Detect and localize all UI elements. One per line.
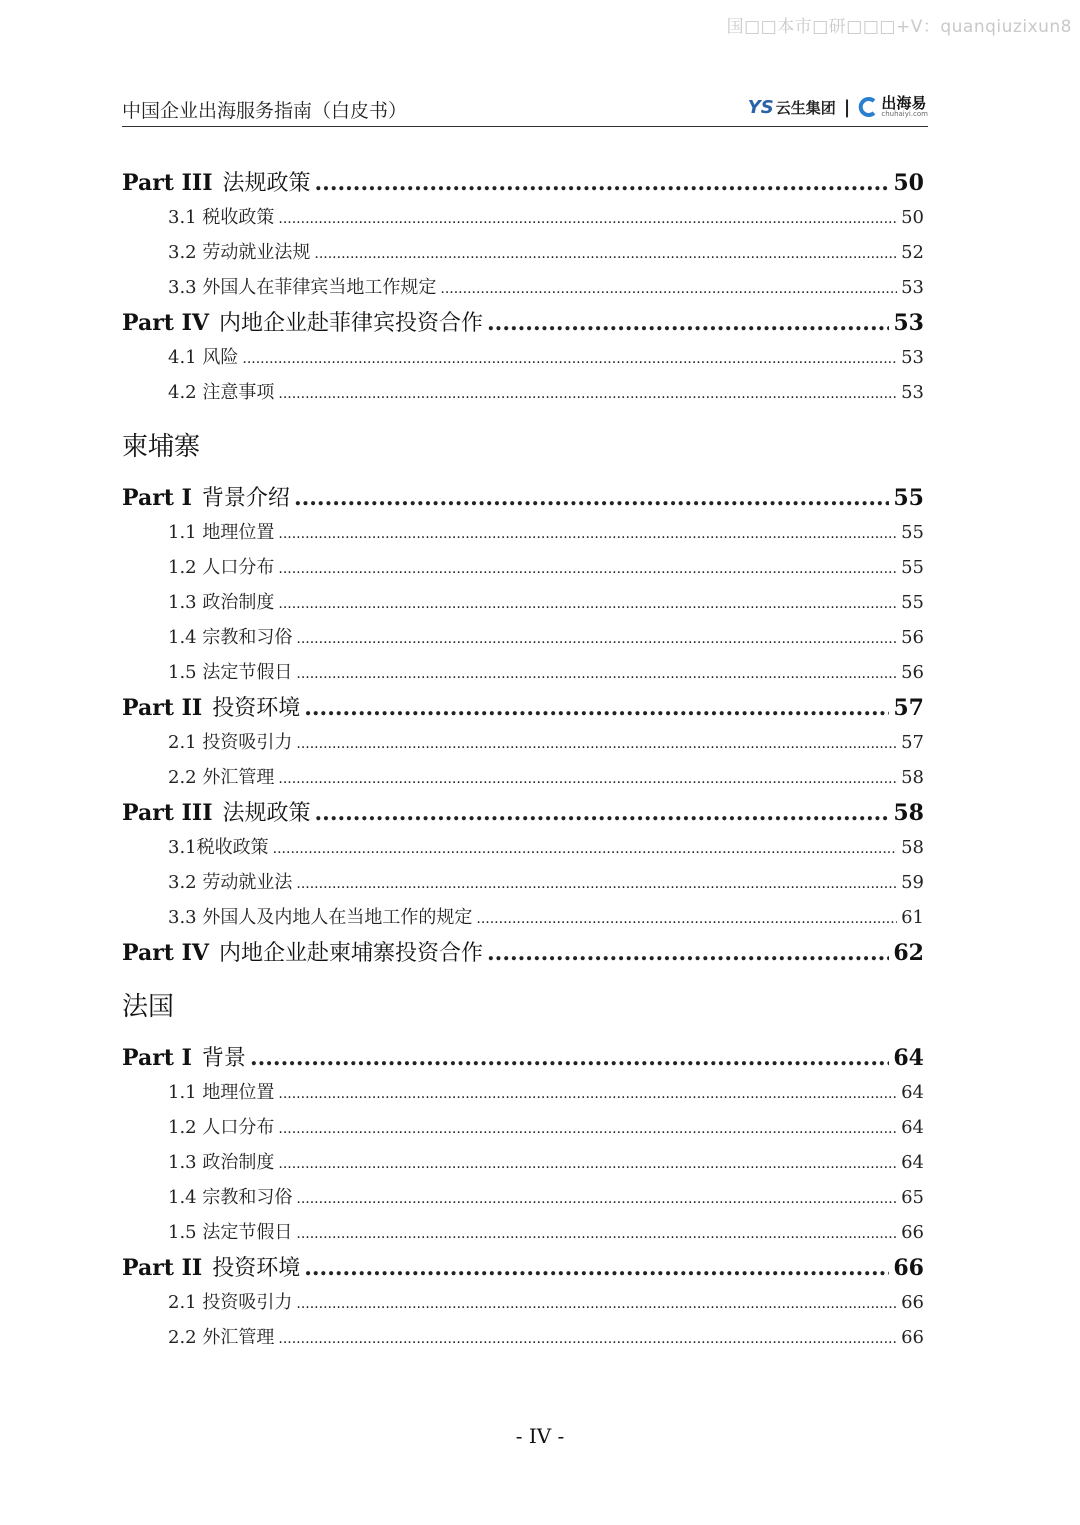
chuhaiyi-url: chuhaiyi.com	[881, 110, 928, 118]
part-label: Part II	[122, 695, 203, 721]
section-title: 税收政策	[202, 207, 275, 228]
page-number: 50	[893, 170, 924, 196]
leader-dots	[278, 386, 897, 402]
toc-section-entry[interactable]	[168, 518, 924, 544]
leader-dots	[296, 666, 897, 682]
toc-part-entry[interactable]	[122, 1041, 924, 1072]
page-number: 66	[893, 1255, 924, 1281]
section-number: 3.3	[168, 907, 197, 928]
leader-dots	[315, 170, 890, 196]
section-number: 1.2	[168, 1117, 197, 1138]
section-title: 法定节假日	[202, 1222, 293, 1243]
section-number: 1.3	[168, 592, 197, 613]
leader-dots	[296, 736, 897, 752]
section-title: 外国人在菲律宾当地工作规定	[202, 277, 437, 298]
leader-dots	[314, 246, 897, 262]
toc-part-entry[interactable]	[122, 691, 924, 722]
leader-dots	[296, 1191, 897, 1207]
part-label: Part I	[122, 485, 192, 511]
leader-dots	[278, 561, 897, 577]
section-title: 人口分布	[202, 1117, 275, 1138]
leader-dots	[278, 1331, 897, 1347]
part-title: 投资环境	[212, 1256, 301, 1281]
watermark: 国□□本市□研□□□+V：quanqiuzixun8	[726, 17, 1072, 37]
section-number: 3.2	[168, 872, 197, 893]
leader-dots	[296, 1226, 897, 1242]
section-title: 劳动就业法规	[202, 242, 311, 263]
section-title: 外汇管理	[202, 767, 275, 788]
page-number: 61	[901, 907, 924, 928]
section-title: 宗教和习俗	[202, 627, 293, 648]
section-number: 3.3	[168, 277, 197, 298]
leader-dots	[278, 526, 897, 542]
page-number: 58	[901, 837, 924, 858]
toc-section-entry[interactable]	[168, 763, 924, 789]
section-title: 注意事项	[202, 382, 275, 403]
section-title: 投资吸引力	[202, 1292, 293, 1313]
section-title: 税收政策	[196, 837, 269, 858]
section-title: 风险	[202, 347, 239, 368]
leader-dots	[296, 1296, 897, 1312]
leader-dots	[242, 351, 897, 367]
page-number: 56	[901, 627, 924, 648]
toc-part-entry[interactable]	[122, 936, 924, 967]
page-number: 66	[901, 1327, 924, 1348]
toc-section-entry[interactable]	[168, 203, 924, 229]
page-number: 58	[893, 800, 924, 826]
country-heading: 柬埔寨	[122, 432, 201, 462]
leader-dots	[278, 1121, 897, 1137]
toc-section-entry[interactable]	[168, 273, 924, 299]
page-number: 64	[901, 1082, 924, 1103]
page-number: 53	[901, 277, 924, 298]
toc-section-entry[interactable]	[168, 833, 924, 859]
page-number: 59	[901, 872, 924, 893]
page-number: 53	[901, 347, 924, 368]
section-title: 投资吸引力	[202, 732, 293, 753]
toc-section-entry[interactable]	[168, 728, 924, 754]
header-logos	[748, 96, 928, 118]
section-number: 1.4	[168, 627, 197, 648]
leader-dots	[296, 631, 897, 647]
leader-dots	[304, 1255, 889, 1281]
chuhaiyi-logo	[858, 96, 928, 118]
leader-dots	[304, 695, 889, 721]
part-title: 投资环境	[212, 696, 301, 721]
section-number: 3.1	[168, 207, 197, 228]
leader-dots	[278, 771, 897, 787]
part-label: Part IV	[122, 310, 209, 336]
page-number: 66	[901, 1292, 924, 1313]
ys-logo-mark: YS	[747, 96, 774, 118]
part-title: 内地企业赴柬埔寨投资合作	[218, 941, 483, 966]
page-number: 66	[901, 1222, 924, 1243]
page-number: 55	[901, 557, 924, 578]
section-title: 地理位置	[202, 1082, 275, 1103]
leader-dots	[278, 211, 897, 227]
section-number: 4.1	[168, 347, 197, 368]
country-heading: 法国	[122, 992, 175, 1022]
toc-section-entry[interactable]	[168, 378, 924, 404]
section-number: 3.2	[168, 242, 197, 263]
section-number: 1.5	[168, 662, 197, 683]
section-number: 1.5	[168, 1222, 197, 1243]
part-label: Part II	[122, 1255, 203, 1281]
section-number: 1.4	[168, 1187, 197, 1208]
page-number: 64	[901, 1117, 924, 1138]
part-title: 法规政策	[222, 801, 311, 826]
leader-dots	[250, 1045, 889, 1071]
toc-section-entry[interactable]	[168, 1218, 924, 1244]
toc-part-entry[interactable]	[122, 166, 924, 197]
page-number: 55	[893, 485, 924, 511]
toc-section-entry[interactable]	[168, 1148, 924, 1174]
ys-logo-name: 云生集团	[775, 98, 836, 117]
logo-separator: |	[843, 96, 851, 118]
toc-section-entry[interactable]	[168, 1288, 924, 1314]
toc-section-entry[interactable]	[168, 238, 924, 264]
section-number: 4.2	[168, 382, 197, 403]
page-number: 52	[901, 242, 924, 263]
section-title: 政治制度	[202, 1152, 275, 1173]
page-number: 53	[893, 310, 924, 336]
leader-dots	[278, 596, 897, 612]
toc-section-entry[interactable]	[168, 553, 924, 579]
page-number: 64	[901, 1152, 924, 1173]
leader-dots	[296, 876, 897, 892]
toc-part-entry[interactable]	[122, 1251, 924, 1282]
section-title: 外国人及内地人在当地工作的规定	[202, 907, 473, 928]
page-number: 64	[893, 1045, 924, 1071]
part-label: Part I	[122, 1045, 192, 1071]
toc-part-entry[interactable]	[122, 306, 924, 337]
section-number: 1.3	[168, 1152, 197, 1173]
part-title: 内地企业赴菲律宾投资合作	[218, 311, 483, 336]
section-number: 1.1	[168, 1082, 197, 1103]
leader-dots	[315, 800, 890, 826]
page-number: 57	[901, 732, 924, 753]
chuhaiyi-c-icon	[858, 97, 878, 117]
chuhaiyi-name: 出海易	[881, 94, 927, 112]
section-number: 2.1	[168, 732, 197, 753]
page-number: 58	[901, 767, 924, 788]
leader-dots	[273, 841, 897, 857]
leader-dots	[487, 310, 889, 336]
leader-dots	[278, 1156, 897, 1172]
section-title: 法定节假日	[202, 662, 293, 683]
toc-section-entry[interactable]	[168, 1113, 924, 1139]
document-title: 中国企业出海服务指南（白皮书）	[122, 100, 408, 122]
toc-part-entry[interactable]	[122, 481, 924, 512]
part-title: 背景	[201, 1046, 246, 1071]
section-title: 人口分布	[202, 557, 275, 578]
leader-dots	[476, 911, 897, 927]
page-header	[122, 96, 928, 127]
page-number: 53	[901, 382, 924, 403]
part-label: Part III	[122, 800, 213, 826]
leader-dots	[440, 281, 897, 297]
section-number: 2.1	[168, 1292, 197, 1313]
part-title: 法规政策	[222, 171, 311, 196]
leader-dots	[487, 940, 889, 966]
leader-dots	[294, 485, 889, 511]
section-title: 地理位置	[202, 522, 275, 543]
page-number-footer: - IV -	[515, 1424, 565, 1448]
page-number: 62	[893, 940, 924, 966]
toc-part-entry[interactable]	[122, 796, 924, 827]
section-number: 2.2	[168, 767, 197, 788]
section-title: 政治制度	[202, 592, 275, 613]
page-number: 50	[901, 207, 924, 228]
toc-section-entry[interactable]	[168, 1078, 924, 1104]
page-number: 56	[901, 662, 924, 683]
page-number: 55	[901, 592, 924, 613]
page-number: 55	[901, 522, 924, 543]
toc-section-entry[interactable]	[168, 1183, 924, 1209]
part-label: Part IV	[122, 940, 209, 966]
part-title: 背景介绍	[201, 486, 290, 511]
section-title: 宗教和习俗	[202, 1187, 293, 1208]
toc-section-entry[interactable]	[168, 343, 924, 369]
section-number: 2.2	[168, 1327, 197, 1348]
ys-logo	[748, 97, 836, 118]
toc-section-entry[interactable]	[168, 903, 924, 929]
toc-section-entry[interactable]	[168, 868, 924, 894]
toc-section-entry[interactable]	[168, 588, 924, 614]
section-number: 1.1	[168, 522, 197, 543]
toc-section-entry[interactable]	[168, 1323, 924, 1349]
leader-dots	[278, 1086, 897, 1102]
part-label: Part III	[122, 170, 213, 196]
toc-section-entry[interactable]	[168, 623, 924, 649]
page-number: 57	[893, 695, 924, 721]
section-title: 劳动就业法	[202, 872, 293, 893]
section-title: 外汇管理	[202, 1327, 275, 1348]
toc-section-entry[interactable]	[168, 658, 924, 684]
section-number: 3.1	[168, 837, 197, 858]
page-number: 65	[901, 1187, 924, 1208]
section-number: 1.2	[168, 557, 197, 578]
